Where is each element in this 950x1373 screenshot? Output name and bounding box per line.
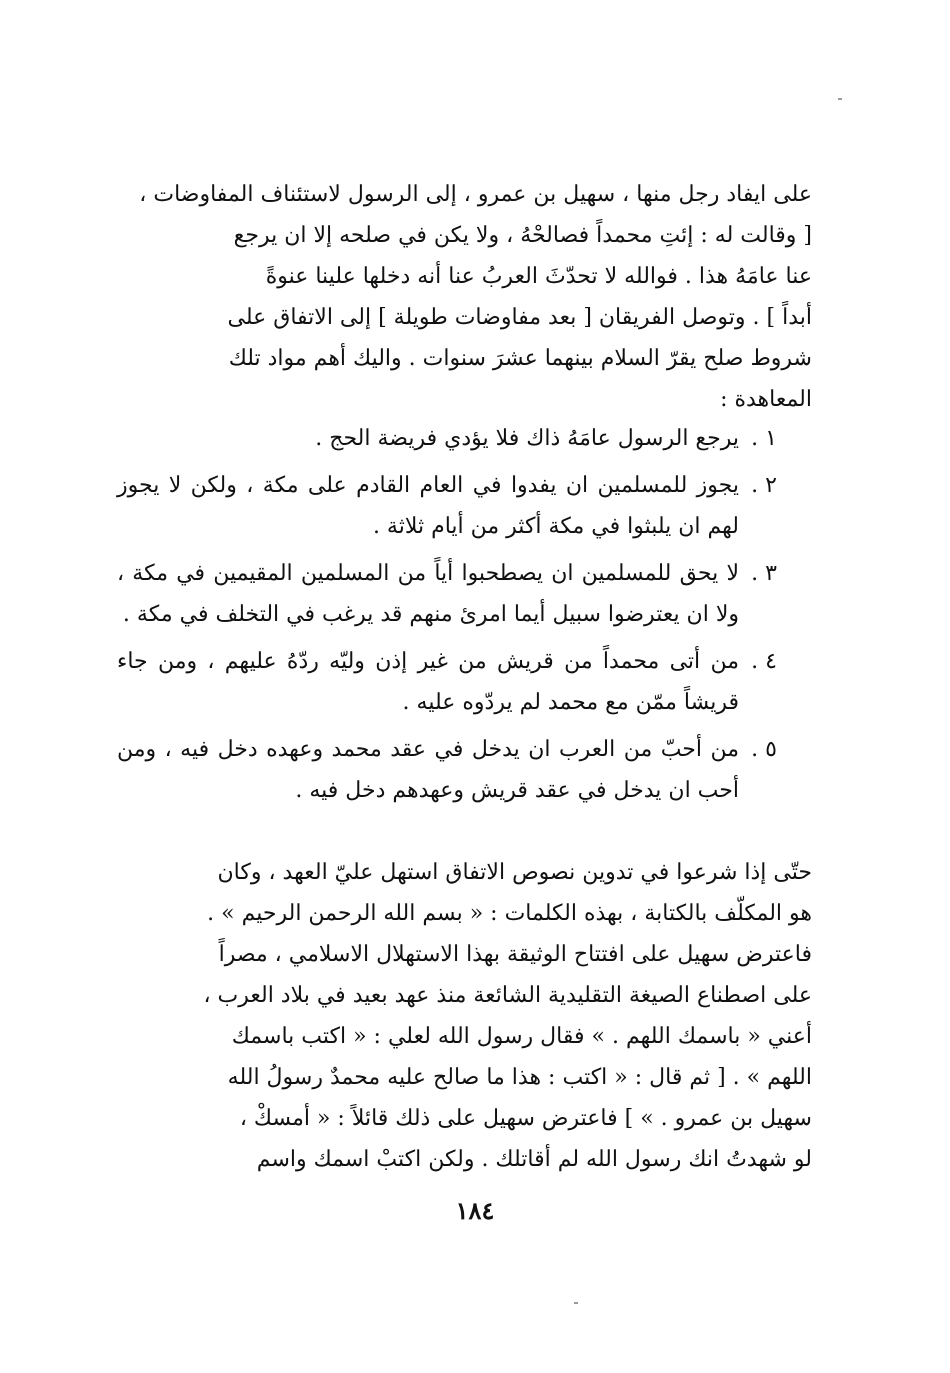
list-item-number: ٢ . bbox=[751, 473, 777, 498]
text-line: لو شهدتُ انك رسول الله لم أقاتلك . ولكن اكتبْ اسمك واسم bbox=[256, 1147, 812, 1172]
list-item-text: يجوز للمسلمين ان يفدوا في العام القادم على مكة ، ولكن لا يجوز لهم ان يلبثوا في مكة أكثر من أيام ثلاثة . bbox=[117, 473, 739, 539]
text-line: عنا عامَهُ هذا . فوالله لا تحدّثَ العربُ عنا أنه دخلها علينا عنوةً bbox=[265, 264, 812, 289]
list-item bbox=[117, 641, 777, 723]
treaty-articles-list bbox=[117, 418, 777, 817]
text-line: [ وقالت له : إئتِ محمداً فصالحْهُ ، ولا يكن في صلحه إلا ان يرجع bbox=[233, 223, 812, 248]
text-line: على ايفاد رجل منها ، سهيل بن عمرو ، إلى الرسول لاستئناف المفاوضات ، bbox=[139, 182, 812, 207]
list-item bbox=[117, 418, 777, 459]
scan-speck bbox=[574, 1302, 578, 1304]
list-item bbox=[117, 465, 777, 547]
text-line: أبداً ] . وتوصل الفريقان [ بعد مفاوضات طويلة ] إلى الاتفاق على bbox=[227, 305, 812, 330]
outro-paragraph bbox=[117, 852, 812, 1180]
list-item-number: ٥ . bbox=[751, 737, 777, 762]
list-item-number: ٣ . bbox=[751, 561, 777, 586]
text-line: هو المكلّف بالكتابة ، بهذه الكلمات : « بسم الله الرحمن الرحيم » . bbox=[207, 901, 812, 926]
scan-speck bbox=[838, 98, 842, 100]
list-item bbox=[117, 729, 777, 811]
intro-paragraph bbox=[117, 174, 812, 420]
text-line: شروط صلح يقرّ السلام بينهما عشرَ سنوات . واليك أهم مواد تلك bbox=[228, 346, 812, 371]
list-item-number: ٤ . bbox=[751, 649, 777, 674]
text-line: فاعترض سهيل على افتتاح الوثيقة بهذا الاستهلال الاسلامي ، مصراً bbox=[218, 942, 812, 967]
page-number: ١٨٤ bbox=[455, 1196, 495, 1225]
text-line: على اصطناع الصيغة التقليدية الشائعة منذ عهد بعيد في بلاد العرب ، bbox=[203, 983, 812, 1008]
text-line: سهيل بن عمرو . » ] فاعترض سهيل على ذلك قائلاً : « أمسكْ ، bbox=[239, 1106, 812, 1131]
list-item-text: لا يحق للمسلمين ان يصطحبوا أياً من المسلمين المقيمين في مكة ، ولا ان يعترضوا سبيل أيما امرئ منهم قد يرغب في التخلف في مكة . bbox=[117, 561, 739, 627]
list-item-text: من أحبّ من العرب ان يدخل في عقد محمد وعهده دخل فيه ، ومن أحب ان يدخل في عقد قريش وعهدهم دخل فيه . bbox=[117, 737, 739, 803]
text-line: حتّى إذا شرعوا في تدوين نصوص الاتفاق استهل عليّ العهد ، وكان bbox=[217, 860, 812, 885]
list-item bbox=[117, 553, 777, 635]
text-line: أعني « باسمك اللهم . » فقال رسول الله لعلي : « اكتب باسمك bbox=[231, 1024, 812, 1049]
list-item-number: ١ . bbox=[751, 426, 777, 451]
list-item-text: يرجع الرسول عامَهُ ذاك فلا يؤدي فريضة الحج . bbox=[315, 426, 739, 451]
list-item-text: من أتى محمداً من قريش من غير إذن وليّه ردّهُ عليهم ، ومن جاء قريشاً ممّن مع محمد لم يردّوه عليه . bbox=[117, 649, 739, 715]
text-line: اللهم » . [ ثم قال : « اكتب : هذا ما صالح عليه محمدٌ رسولُ الله bbox=[227, 1065, 812, 1090]
text-line: المعاهدة : bbox=[720, 387, 812, 412]
